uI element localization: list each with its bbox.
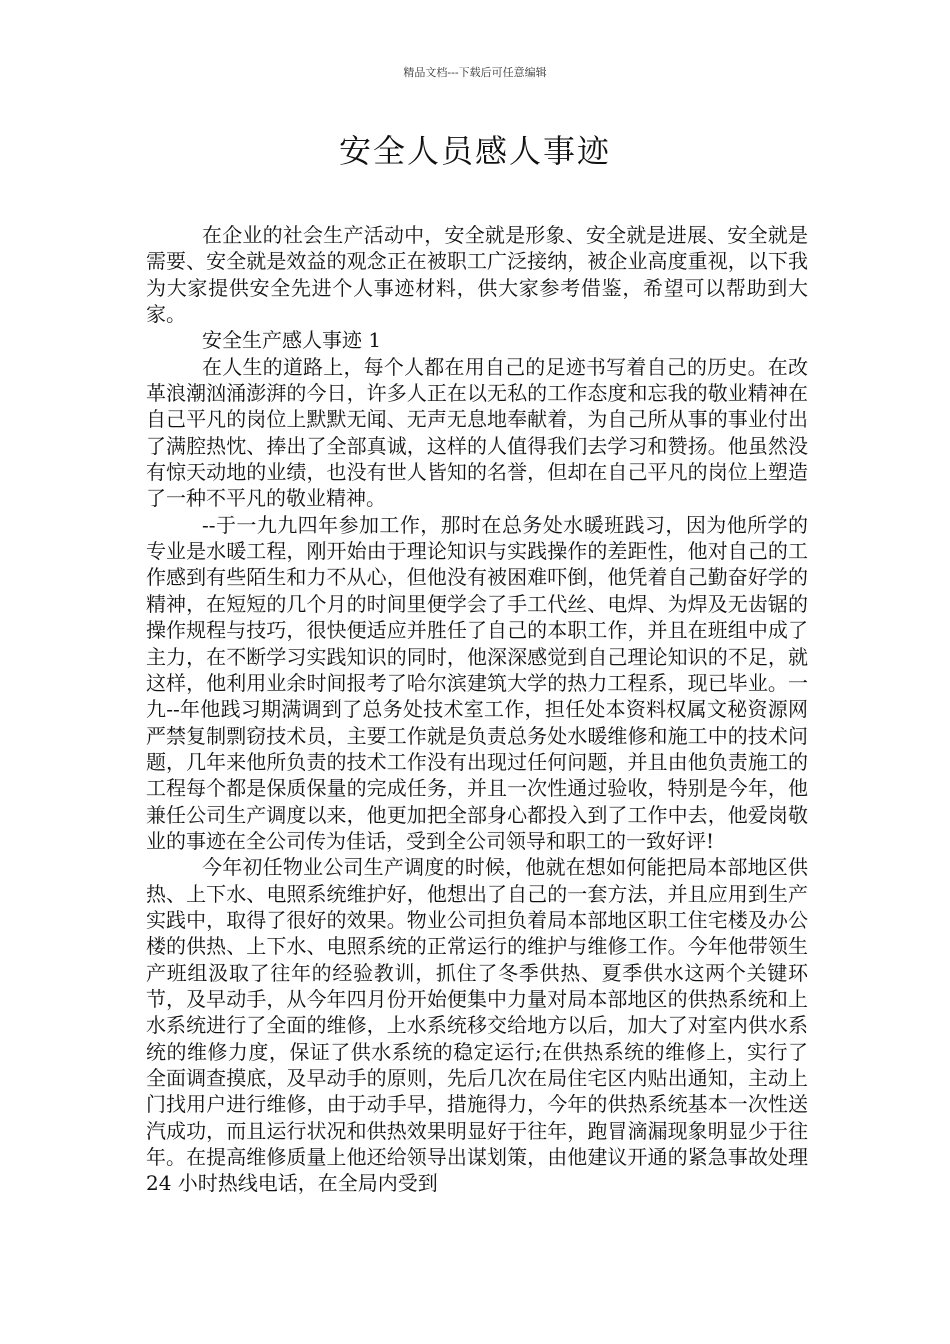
- intro-paragraph: 在企业的社会生产活动中，安全就是形象、安全就是进展、安全就是需要、安全就是效益的观念正在被职工广泛接纳，被企业高度重视，以下我为大家提供安全先进个人事迹材料，供大家参考借鉴，希望可以帮助到大家。: [146, 223, 808, 327]
- body-paragraph: 今年初任物业公司生产调度的时候，他就在想如何能把局本部地区供热、上下水、电照系统维护好，他想出了自己的一套方法，并且应用到生产实践中，取得了很好的效果。物业公司担负着局本部地区职工住宅楼及办公楼的供热、上下水、电照系统的正常运行的维护与维修工作。今年他带领生产班组汲取了往年的经验教训，抓住了冬季供热、夏季供水这两个关键环节，及早动手，从今年四月份开始便集中力量对局本部地区的供热系统和上水系统进行了全面的维修，上水系统移交给地方以后，加大了对室内供水系统的维修力度，保证了供水系统的稳定运行;在供热系统的维修上，实行了全面调查摸底，及早动手的原则，先后几次在局住宅区内贴出通知，主动上门找用户进行维修，由于动手早，措施得力，今年的供热系统基本一次性送汽成功，而且运行状况和供热效果明显好于往年，跑冒滴漏现象明显少于往年。在提高维修质量上他还给领导出谋划策，由他建议开通的紧急事故处理 24 小时热线电话，在全局内受到: [146, 855, 808, 1196]
- section-heading: 安全生产感人事迹 1: [202, 328, 382, 353]
- document-body: [146, 222, 808, 1197]
- document-title: 安全人员感人事迹: [338, 132, 611, 170]
- page-header-note: 精品文档---下载后可任意编辑: [403, 66, 547, 79]
- body-paragraph: 在人生的道路上，每个人都在用自己的足迹书写着自己的历史。在改革浪潮汹涌澎湃的今日，许多人正在以无私的工作态度和忘我的敬业精神在自己平凡的岗位上默默无闻、无声无息地奉献着，为自己所从事的事业付出了满腔热忱、捧出了全部真诚，这样的人值得我们去学习和赞扬。他虽然没有惊天动地的业绩，也没有世人皆知的名誉，但却在自己平凡的岗位上塑造了一种不平凡的敬业精神。: [146, 354, 808, 511]
- body-paragraph: --于一九九四年参加工作，那时在总务处水暖班践习，因为他所学的专业是水暖工程，刚开始由于理论知识与实践操作的差距性，他对自己的工作感到有些陌生和力不从心，但他没有被困难吓倒，他凭着自己勤奋好学的精神，在短短的几个月的时间里便学会了手工代丝、电焊、为焊及无齿锯的操作规程与技巧，很快便适应并胜任了自己的本职工作，并且在班组中成了主力，在不断学习实践知识的同时，他深深感觉到自己理论知识的不足，就这样，他利用业余时间报考了哈尔滨建筑大学的热力工程系，现已毕业。一九--年他践习期满调到了总务处技术室工作，担任处本资料权属文秘资源网严禁复制剽窃技术员，主要工作就是负责总务处水暖维修和施工中的技术问题，几年来他所负责的技术工作没有出现过任何问题，并且由他负责施工的工程每个都是保质保量的完成任务，并且一次性通过验收，特别是今年，他兼任公司生产调度以来，他更加把全部身心都投入到了工作中去，他爱岗敬业的事迹在全公司传为佳话，受到全公司领导和职工的一致好评!: [146, 512, 808, 853]
